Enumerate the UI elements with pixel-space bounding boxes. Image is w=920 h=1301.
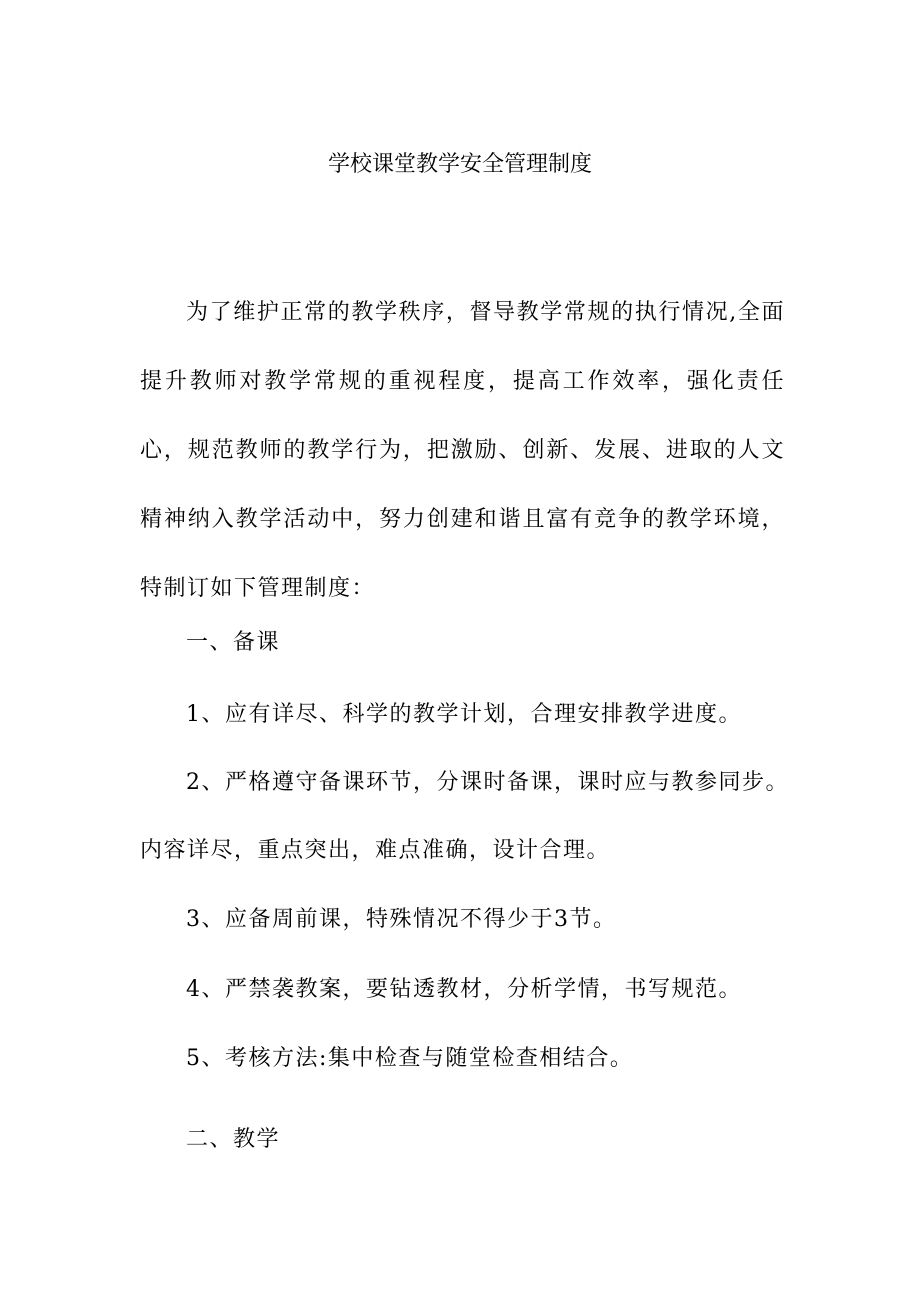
list-item: 1、应有详尽、科学的教学计划，合理安排教学进度。 bbox=[186, 702, 742, 727]
intro-paragraph: 为了维护正常的教学秩序，督导教学常规的执行情况,全面提升教师对教学常规的重视程度，提高工作效率，强化责任心，规范教师的教学行为，把激励、创新、发展、进取的人文精神纳入教学活动中，努力创建和谐且富有竞争的教学环境，特制订如下管理制度： bbox=[140, 300, 785, 601]
section-heading-preparation: 一、备课 bbox=[186, 630, 281, 655]
list-item: 4、严禁袭教案，要钻透教材，分析学情，书写规范。 bbox=[186, 977, 742, 1002]
list-item: 5、考核方法:集中检查与随堂检查相结合。 bbox=[186, 1046, 634, 1071]
list-item: 2、严格遵守备课环节，分课时备课，课时应与教参同步。 bbox=[186, 770, 789, 795]
document-title: 学校课堂教学安全管理制度 bbox=[327, 152, 592, 177]
section-heading-teaching: 二、教学 bbox=[186, 1127, 281, 1152]
list-item-continuation: 内容详尽，重点突出，难点准确，设计合理。 bbox=[140, 838, 611, 863]
list-item: 3、应备周前课，特殊情况不得少于3节。 bbox=[186, 907, 617, 932]
